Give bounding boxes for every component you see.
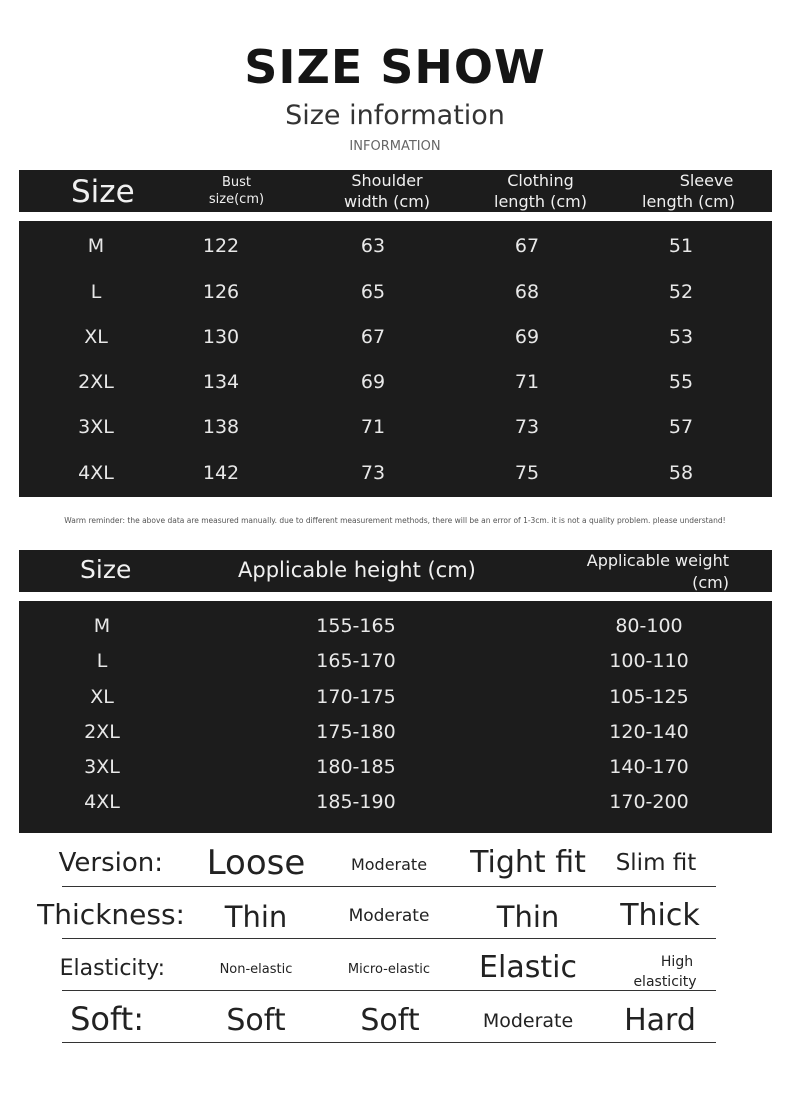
weight-cell: 105-125	[609, 686, 689, 708]
thickness-thick: Thick	[620, 898, 700, 933]
fit-table-body	[19, 601, 772, 833]
fit-size-cell: XL	[90, 686, 114, 708]
measure-cell: 122	[202, 235, 240, 257]
fit-size-cell: 4XL	[84, 791, 120, 813]
fit-size-cell: 2XL	[84, 721, 120, 743]
size-cell: 3XL	[78, 416, 114, 438]
fit-header-weight: Applicable weight (cm)	[586, 551, 729, 592]
size-cell: M	[87, 235, 105, 257]
measure-cell: 134	[202, 371, 240, 393]
height-cell: 185-190	[316, 791, 396, 813]
divider	[62, 990, 716, 991]
elasticity-non-elastic: Non-elastic	[219, 962, 293, 977]
version-loose: Loose	[206, 843, 306, 883]
size-cell: 2XL	[78, 371, 114, 393]
measure-cell: 58	[668, 462, 694, 484]
weight-cell: 170-200	[609, 791, 689, 813]
measure-cell: 53	[668, 326, 694, 348]
elasticity-high: High elasticity	[633, 954, 697, 990]
measure-cell: 69	[360, 371, 386, 393]
fit-table-header	[19, 550, 772, 592]
measure-cell: 71	[514, 371, 540, 393]
header-shoulder: Shoulder width (cm)	[343, 171, 431, 211]
version-slim-fit: Slim fit	[615, 850, 697, 876]
elasticity-elastic: Elastic	[479, 950, 577, 985]
height-cell: 170-175	[316, 686, 396, 708]
measure-table-body	[19, 221, 772, 497]
height-cell: 175-180	[316, 721, 396, 743]
soft-soft: Soft	[226, 1003, 286, 1038]
version-tight-fit: Tight fit	[470, 845, 586, 880]
measure-cell: 52	[668, 281, 694, 303]
measure-cell: 51	[668, 235, 694, 257]
version-label: Version:	[58, 848, 163, 878]
fit-size-cell: M	[93, 615, 111, 637]
weight-cell: 100-110	[609, 650, 689, 672]
fit-size-cell: L	[96, 650, 108, 672]
section-label: INFORMATION	[349, 139, 441, 154]
warm-reminder-note: Warm reminder: the above data are measured manually. due to different measurement methods, there will be an error of 1-3cm. it is not a quality problem. please understand!	[64, 516, 726, 525]
size-cell: 4XL	[78, 462, 114, 484]
measure-cell: 130	[202, 326, 240, 348]
soft-moderate: Moderate	[482, 1010, 574, 1032]
weight-cell: 120-140	[609, 721, 689, 743]
soft-soft-alt: Soft	[360, 1003, 420, 1038]
soft-label: Soft:	[70, 1000, 144, 1038]
elasticity-micro-elastic: Micro-elastic	[347, 962, 431, 977]
fit-header-height: Applicable height (cm)	[238, 558, 476, 582]
fit-size-cell: 3XL	[84, 756, 120, 778]
measure-cell: 142	[202, 462, 240, 484]
version-moderate: Moderate	[350, 855, 428, 874]
size-cell: L	[90, 281, 102, 303]
thickness-moderate: Moderate	[348, 906, 430, 926]
header-clothing: Clothing length (cm)	[494, 171, 587, 211]
measure-cell: 65	[360, 281, 386, 303]
height-cell: 155-165	[316, 615, 396, 637]
header-size: Size	[71, 174, 135, 210]
divider	[62, 886, 716, 887]
measure-cell: 55	[668, 371, 694, 393]
height-cell: 180-185	[316, 756, 396, 778]
measure-cell: 68	[514, 281, 540, 303]
header-bust: Bust size(cm)	[208, 175, 265, 207]
measure-cell: 71	[360, 416, 386, 438]
header-sleeve: Sleeve length (cm)	[642, 171, 735, 211]
thickness-label: Thickness:	[37, 898, 185, 931]
measure-cell: 126	[202, 281, 240, 303]
divider	[62, 938, 716, 939]
measure-cell: 75	[514, 462, 540, 484]
weight-cell: 80-100	[615, 615, 683, 637]
measure-cell: 138	[202, 416, 240, 438]
thickness-thin: Thin	[224, 900, 288, 934]
divider	[62, 1042, 716, 1043]
soft-hard: Hard	[624, 1003, 696, 1038]
measure-cell: 69	[514, 326, 540, 348]
size-cell: XL	[84, 326, 108, 348]
measure-cell: 57	[668, 416, 694, 438]
measure-table-header	[19, 170, 772, 212]
measure-cell: 73	[360, 462, 386, 484]
measure-cell: 63	[360, 235, 386, 257]
measure-cell: 73	[514, 416, 540, 438]
page-title: SIZE SHOW	[244, 40, 546, 94]
thickness-thin-alt: Thin	[496, 900, 560, 934]
page-subtitle: Size information	[285, 100, 505, 131]
fit-header-size: Size	[80, 555, 132, 584]
elasticity-label: Elasticity:	[59, 956, 165, 981]
measure-cell: 67	[360, 326, 386, 348]
measure-cell: 67	[514, 235, 540, 257]
weight-cell: 140-170	[609, 756, 689, 778]
height-cell: 165-170	[316, 650, 396, 672]
